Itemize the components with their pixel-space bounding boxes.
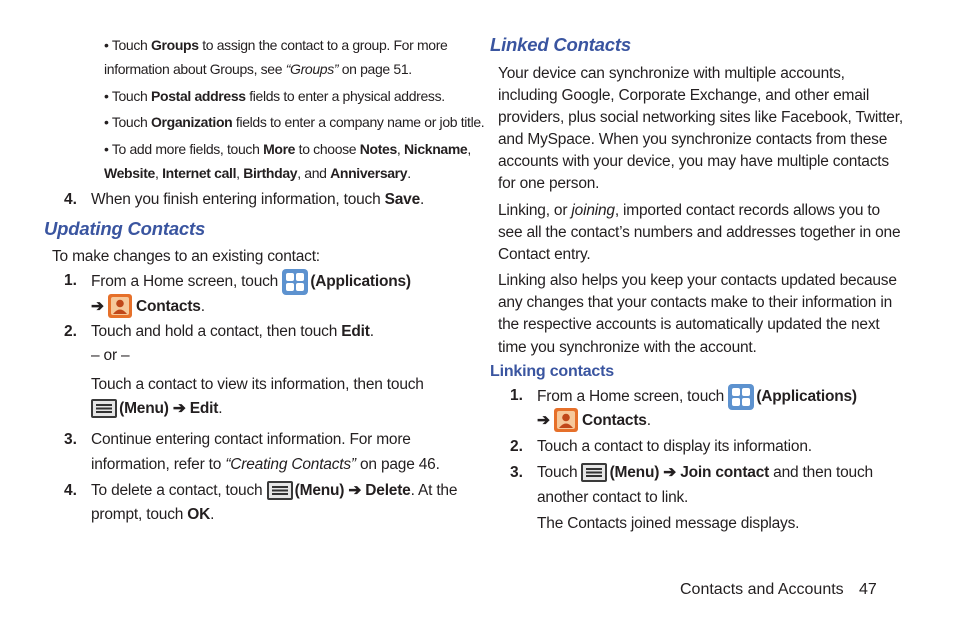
linked-p3-line: time you synchronize with the account.	[498, 339, 757, 356]
bullet-more-fields-line2: Website, Internet call, Birthday, and Anniversary.	[104, 165, 411, 181]
linking-step-3-result: The Contacts joined message displays.	[537, 515, 800, 532]
linked-p3-line: Linking also helps you keep your contacts updated because	[498, 272, 897, 289]
linked-p2-line: see all the contact’s numbers and addresses together in one	[498, 224, 901, 241]
linked-p2-line: Linking, or joining, imported contact records allows you to	[498, 202, 880, 219]
heading-linking-contacts: Linking contacts	[490, 363, 614, 380]
linking-step-2: Touch a contact to display its information.	[537, 438, 812, 455]
menu-icon[interactable]	[581, 463, 605, 480]
arrow-icon: ➔	[537, 412, 550, 430]
step-finish-save: When you finish entering information, touch Save.	[91, 191, 425, 208]
updating-step-4: To delete a contact, touch (Menu) ➔ Delete. At the	[91, 482, 458, 499]
applications-icon[interactable]	[282, 269, 306, 291]
updating-step-3-line2: information, refer to “Creating Contacts” on page 46.	[91, 456, 440, 473]
linked-p1-line: including Google, Corporate Exchange, and other email	[498, 87, 870, 104]
contacts-icon[interactable]	[108, 294, 132, 316]
linked-p1-line: accounts with your device, you may have multiple contacts	[498, 153, 889, 170]
arrow-icon: ➔	[91, 298, 104, 316]
bullet-organization: • Touch Organization fields to enter a company name or job title.	[104, 114, 485, 130]
bullet-dot: •	[104, 37, 112, 53]
updating-step-2: Touch and hold a contact, then touch Edit.	[91, 323, 374, 340]
bullet-postal: • Touch Postal address fields to enter a physical address.	[104, 88, 445, 104]
or-separator: – or –	[91, 347, 130, 364]
linking-step-3: Touch (Menu) ➔ Join contact and then touch	[537, 464, 873, 481]
linked-p2-line: Contact entry.	[498, 246, 591, 263]
heading-updating-contacts: Updating Contacts	[44, 218, 206, 239]
updating-intro: To make changes to an existing contact:	[52, 248, 320, 265]
linked-p1-line: providers, plus social networking sites like Facebook, Twitter,	[498, 109, 903, 126]
applications-icon[interactable]	[728, 384, 752, 406]
step-number: 4.	[64, 191, 77, 208]
linking-step-1: From a Home screen, touch (Applications)	[537, 386, 857, 408]
footer-section-name: Contacts and Accounts	[680, 581, 844, 598]
bullet-groups: • Touch Groups to assign the contact to a group. For more	[104, 37, 448, 53]
linking-step-3-line2: another contact to link.	[537, 489, 689, 506]
linked-p1-line: for one person.	[498, 175, 600, 192]
heading-linked-contacts: Linked Contacts	[490, 34, 631, 55]
updating-step-1: From a Home screen, touch (Applications)	[91, 271, 411, 293]
updating-step-3: Continue entering contact information. For more	[91, 431, 411, 448]
linked-p1-line: and MySpace. When you synchronize contacts from these	[498, 131, 888, 148]
updating-step-1-line2: ➔ Contacts.	[91, 296, 205, 318]
linked-p3-line: any changes that your contacts make to their information in	[498, 294, 893, 311]
updating-step-2-alt-line2: (Menu) ➔ Edit.	[91, 399, 222, 419]
linked-p3-line: the respective accounts is automatically updated the next	[498, 316, 880, 333]
bullet-more-fields: • To add more fields, touch More to choose Notes, Nickname,	[104, 141, 471, 157]
linked-p1-line: Your device can synchronize with multiple accounts,	[498, 65, 845, 82]
menu-icon[interactable]	[267, 481, 291, 498]
menu-icon[interactable]	[91, 399, 115, 416]
page-number: 47	[859, 581, 877, 598]
updating-step-4-line2: prompt, touch OK.	[91, 506, 215, 523]
contacts-icon[interactable]	[554, 408, 578, 430]
groups-link[interactable]: “Groups”	[285, 61, 339, 77]
bullet-groups-line2: information about Groups, see “Groups” on page 51.	[104, 61, 412, 77]
creating-contacts-link[interactable]: “Creating Contacts”	[225, 456, 356, 473]
linking-step-1-line2: ➔ Contacts.	[537, 410, 651, 432]
updating-step-2-alt: Touch a contact to view its information, then touch	[91, 376, 424, 393]
